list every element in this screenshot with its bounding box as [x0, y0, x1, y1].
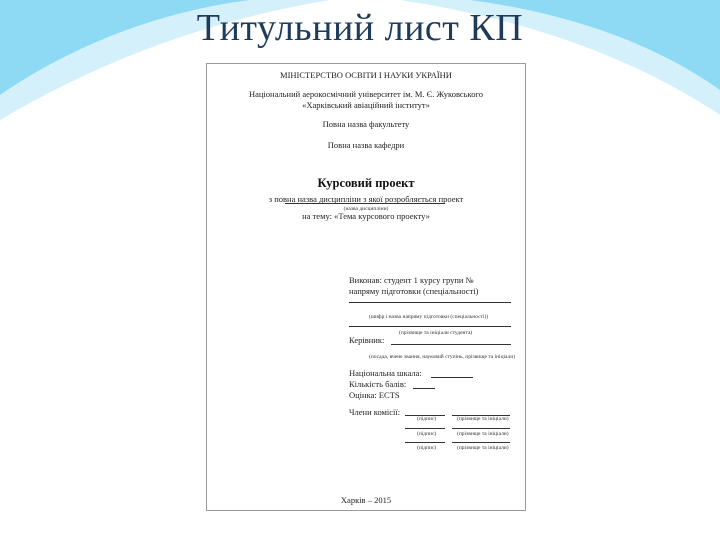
student-line-1: Виконав: студент 1 курсу групи № [349, 275, 474, 285]
course-project-title: Курсовий проект [317, 176, 415, 190]
commission-name-3-caption: (прізвище та ініціали) [457, 445, 509, 451]
points-label: Кількість балів: [349, 379, 407, 389]
specialty-code-caption: (шифр і назва напряму підготовки (спеціальності)) [369, 314, 489, 320]
commission-name-2-caption: (прізвище та ініціали) [457, 431, 509, 437]
specialty-underline [349, 302, 511, 303]
city-year: Харків – 2015 [340, 495, 392, 505]
discipline-caption: (назва дисципліни) [343, 206, 389, 212]
student-name-caption: (прізвище та ініціали студента) [399, 330, 473, 336]
commission-name-1-caption: (прізвище та ініціали) [457, 416, 509, 422]
commission-sig-1-caption: (підпис) [417, 416, 437, 422]
title-page-document [206, 63, 526, 511]
ects-label: Оцінка: ECTS [349, 390, 400, 400]
supervisor-caption: (посада, вчене звання, науковий ступінь, прізвище та ініціали) [369, 354, 516, 360]
national-scale-label: Національна шкала: [349, 368, 422, 378]
commission-sig-2-caption: (підпис) [417, 431, 437, 437]
topic-line: на тему: «Тема курсового проекту» [302, 211, 430, 221]
supervisor-label: Керівник: [349, 335, 385, 345]
ministry-heading: МІНІСТЕРСТВО ОСВІТИ І НАУКИ УКРАЇНИ [280, 70, 452, 80]
slide-title: Титульний лист КП [196, 7, 524, 49]
points-underline [413, 388, 435, 389]
discipline-line: з повна назва дисципліни з якої розробляється проект [268, 194, 464, 204]
commission-sig-3-caption: (підпис) [417, 445, 437, 451]
student-name-underline [349, 326, 511, 327]
university-short-name: «Харківський авіаційний інститут» [302, 100, 430, 110]
supervisor-underline [391, 344, 511, 345]
university-name: Національний аерокосмічний університет ім. М. Є. Жуковського [248, 89, 484, 99]
department-name: Повна назва кафедри [327, 140, 405, 150]
commission-label: Члени комісії: [349, 407, 401, 417]
faculty-name: Повна назва факультету [322, 119, 410, 129]
national-scale-underline [431, 377, 473, 378]
student-line-2: напряму підготовки (спеціальності) [349, 286, 479, 296]
